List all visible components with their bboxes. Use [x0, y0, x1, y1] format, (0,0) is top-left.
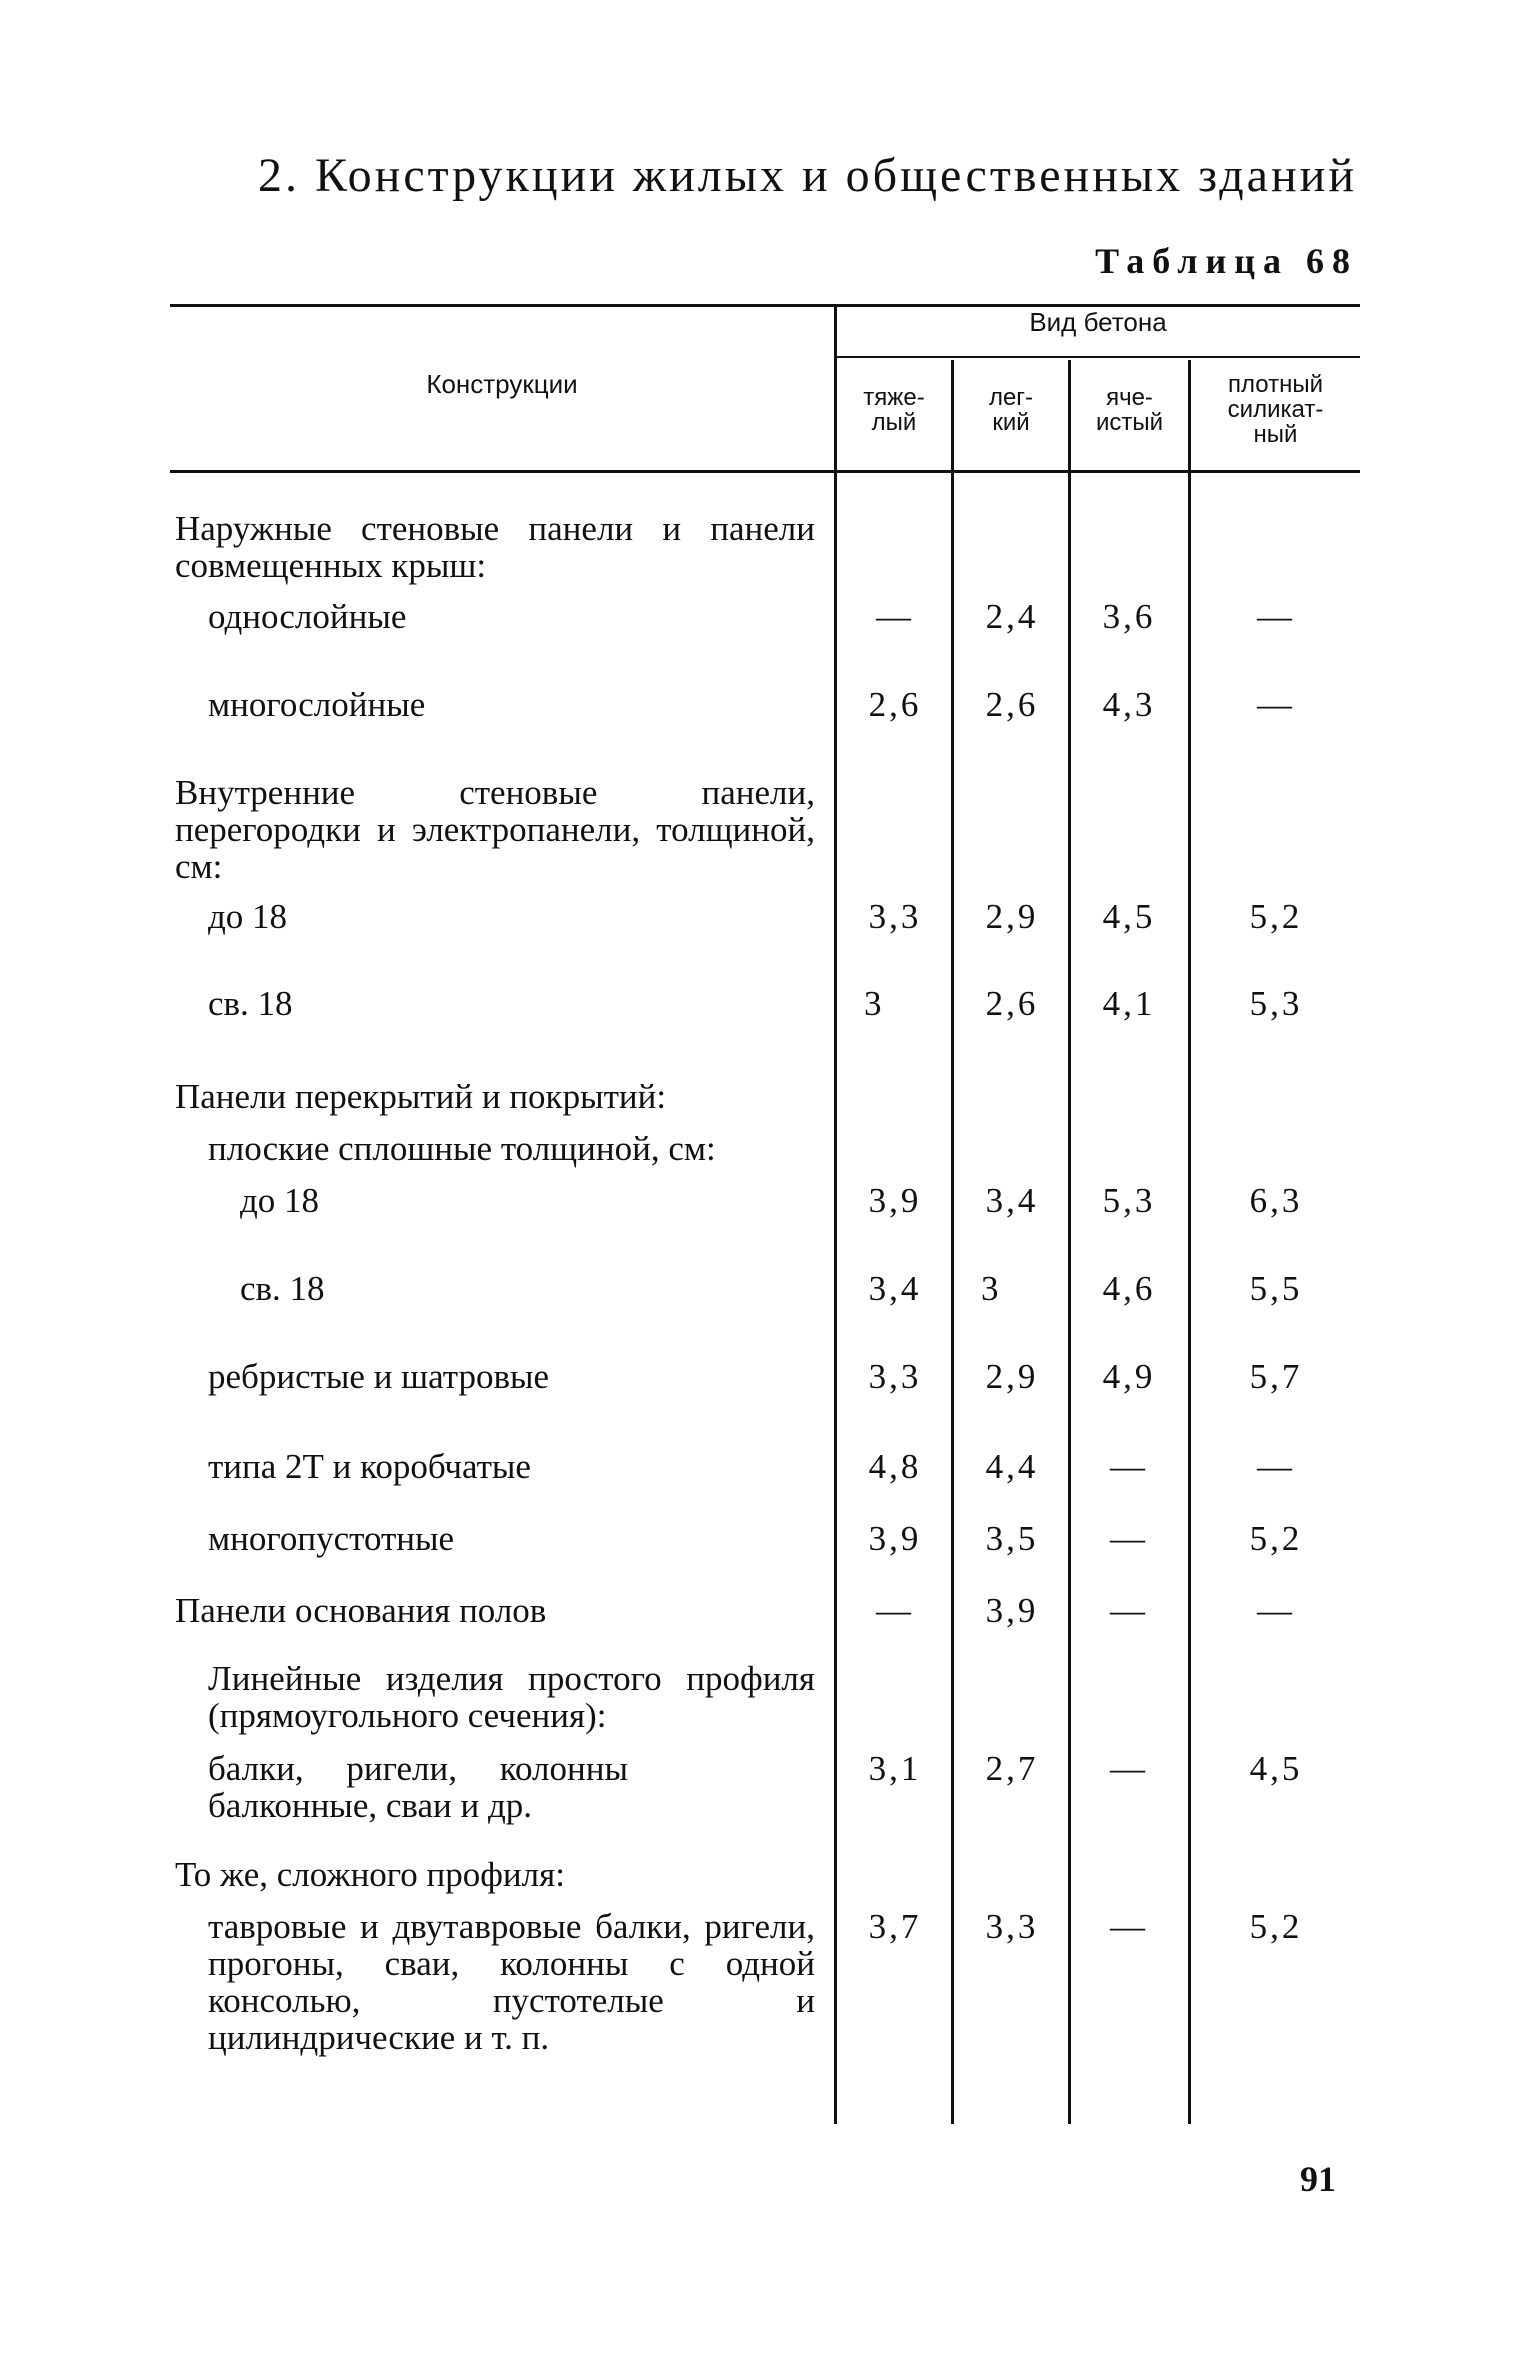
cell-heavy: 2,6: [868, 685, 922, 724]
cell-cellular: 4,9: [1102, 1357, 1156, 1396]
table-label: Таблица 68: [1095, 241, 1358, 281]
row-label: Наружные стеновые панели и панели совмещенных крыш:: [175, 509, 815, 585]
cell-cellular: 5,3: [1102, 1181, 1156, 1220]
row-label: тавровые и двутавровые балки, ригели, прогоны, сваи, колонны с одной консолью, пустотелые и цилиндрические и т. п.: [208, 1907, 815, 2057]
cell-heavy: 3,4: [868, 1269, 922, 1308]
cell-light: 2,9: [985, 897, 1039, 936]
table-top-rule: [170, 304, 1360, 307]
row-label: балки, ригели, колонны балконные, сваи и др.: [208, 1749, 628, 1825]
cell-cellular: —: [1110, 1447, 1148, 1486]
cell-silicate: 5,2: [1249, 897, 1303, 936]
row-label: многопустотные: [208, 1519, 455, 1558]
header-light: лег- кий: [988, 384, 1034, 436]
row-label: Панели перекрытий и покрытий:: [175, 1077, 667, 1116]
cell-cellular: 4,1: [1102, 984, 1156, 1023]
section-title: 2. Конструкции жилых и общественных зданий: [258, 149, 1358, 202]
row-label: Панели основания полов: [175, 1591, 547, 1630]
row-label: до 18: [240, 1181, 320, 1220]
cell-silicate: —: [1257, 1447, 1295, 1486]
cell-silicate: 5,2: [1249, 1907, 1303, 1946]
row-label: многослойные: [208, 685, 426, 724]
cell-heavy: 3,7: [868, 1907, 922, 1946]
cell-light: 2,4: [985, 597, 1039, 636]
cell-cellular: 3,6: [1102, 597, 1156, 636]
cell-heavy: 3,1: [868, 1749, 922, 1788]
cell-cellular: —: [1110, 1907, 1148, 1946]
cell-cellular: —: [1110, 1519, 1148, 1558]
header-subrule: [836, 356, 1360, 358]
cell-light: 3,9: [985, 1591, 1039, 1630]
cell-light: 3,4: [985, 1181, 1039, 1220]
cell-heavy: 3,3: [868, 897, 922, 936]
column-divider-4: [1188, 360, 1191, 2124]
cell-cellular: —: [1110, 1749, 1148, 1788]
cell-silicate: 6,3: [1249, 1181, 1303, 1220]
row-label: до 18: [208, 897, 288, 936]
cell-silicate: 5,3: [1249, 984, 1303, 1023]
row-label: св. 18: [240, 1269, 325, 1308]
cell-light: 4,4: [985, 1447, 1039, 1486]
page-number: 91: [1300, 2159, 1336, 2199]
cell-silicate: 4,5: [1249, 1749, 1303, 1788]
cell-silicate: —: [1257, 1591, 1295, 1630]
cell-silicate: 5,2: [1249, 1519, 1303, 1558]
cell-silicate: 5,5: [1249, 1269, 1303, 1308]
cell-heavy: 3: [864, 984, 885, 1023]
row-label: Линейные изделия простого профиля (прямоугольного сечения):: [208, 1659, 815, 1735]
row-label: однослойные: [208, 597, 407, 636]
cell-silicate: 5,7: [1249, 1357, 1303, 1396]
header-constructions: Конструкции: [426, 369, 578, 399]
cell-cellular: 4,3: [1102, 685, 1156, 724]
row-label: ребристые и шатровые: [208, 1357, 550, 1396]
cell-light: 2,7: [985, 1749, 1039, 1788]
cell-cellular: 4,6: [1102, 1269, 1156, 1308]
header-heavy: тяже- лый: [863, 384, 925, 436]
cell-cellular: 4,5: [1102, 897, 1156, 936]
row-label: типа 2Т и коробчатые: [208, 1447, 531, 1486]
row-label: То же, сложного профиля:: [175, 1855, 565, 1894]
row-label: Внутренние стеновые панели, перегородки и электропанели, толщиной, см:: [175, 773, 815, 886]
cell-light: 2,9: [985, 1357, 1039, 1396]
cell-heavy: 4,8: [868, 1447, 922, 1486]
cell-silicate: —: [1257, 685, 1295, 724]
cell-heavy: —: [876, 597, 914, 636]
row-label: плоские сплошные толщиной, см:: [208, 1129, 716, 1168]
cell-light: 2,6: [985, 685, 1039, 724]
cell-light: 2,6: [985, 984, 1039, 1023]
cell-heavy: 3,9: [868, 1181, 922, 1220]
cell-light: 3,3: [985, 1907, 1039, 1946]
header-cellular: яче- истый: [1095, 384, 1164, 436]
cell-heavy: —: [876, 1591, 914, 1630]
cell-light: 3,5: [985, 1519, 1039, 1558]
cell-cellular: —: [1110, 1591, 1148, 1630]
header-concrete-type: Вид бетона: [1029, 307, 1167, 337]
cell-light: 3: [981, 1269, 1002, 1308]
row-label: св. 18: [208, 984, 293, 1023]
cell-heavy: 3,9: [868, 1519, 922, 1558]
cell-heavy: 3,3: [868, 1357, 922, 1396]
header-bottom-rule: [170, 470, 1360, 473]
cell-silicate: —: [1257, 597, 1295, 636]
header-dense-silicate: плотный силикат- ный: [1227, 371, 1324, 448]
